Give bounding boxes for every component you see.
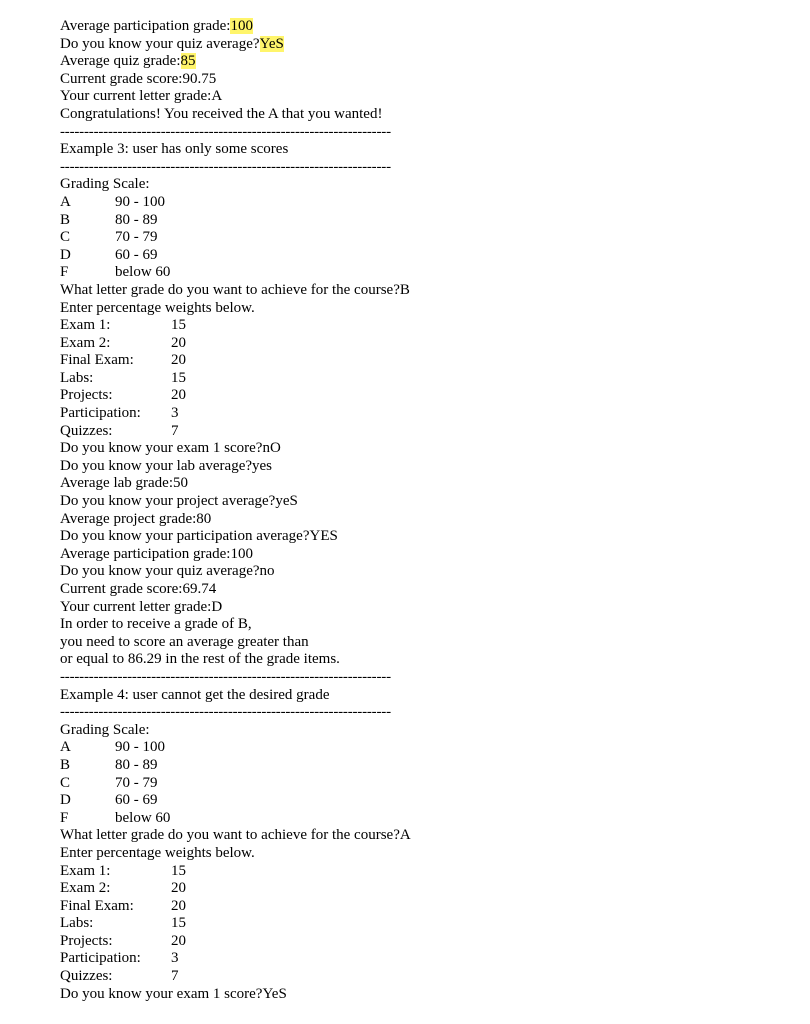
grade-row: F below 60 [60, 264, 171, 281]
participation-grade-line [60, 18, 420, 36]
quiz-question-line [60, 36, 420, 54]
separator: --------------------------------------------------------------------- [60, 704, 391, 721]
separator: --------------------------------------------------------------------- [60, 123, 391, 140]
letter-grade-line: Your current letter grade:A [60, 88, 223, 105]
grade-row: B 80 - 89 [60, 211, 158, 228]
weight-row: Participation: 3 [60, 950, 179, 967]
grade-row: D 60 - 69 [60, 792, 158, 809]
weight-row: Final Exam: 20 [60, 352, 186, 369]
weight-row: Exam 2: 20 [60, 334, 186, 351]
grade-row: F below 60 [60, 809, 171, 826]
example3-title: Example 3: user has only some scores [60, 141, 289, 158]
weight-row: Projects: 20 [60, 387, 186, 404]
current-score-line: Current grade score:90.75 [60, 70, 217, 87]
output-line: you need to score an average greater than [60, 633, 309, 650]
grade-row: C 70 - 79 [60, 229, 158, 246]
output-line: Do you know your exam 1 score?YeS [60, 985, 287, 1002]
weight-row: Participation: 3 [60, 405, 179, 422]
participation-value-highlight: 100 [230, 18, 253, 34]
quiz-grade-line [60, 53, 420, 71]
weight-row: Quizzes: 7 [60, 968, 179, 985]
separator: --------------------------------------------------------------------- [60, 668, 391, 685]
output-line: Average lab grade:50 [60, 475, 188, 492]
quiz-answer-highlight: YeS [259, 35, 284, 52]
output-line: Your current letter grade:D [60, 598, 223, 615]
weight-row: Final Exam: 20 [60, 897, 186, 914]
quiz-prompt: Average quiz grade: [60, 53, 181, 70]
desired-grade-line: What letter grade do you want to achieve for the course?A [60, 827, 411, 844]
quiz-value-highlight: 85 [180, 53, 196, 70]
weight-row: Labs: 15 [60, 915, 186, 932]
grade-row: D 60 - 69 [60, 246, 158, 263]
weight-row: Exam 2: 20 [60, 880, 186, 897]
weights-prompt: Enter percentage weights below. [60, 299, 255, 316]
output-line: or equal to 86.29 in the rest of the grade items. [60, 651, 340, 668]
output-line: Do you know your quiz average?no [60, 563, 275, 580]
weight-row: Exam 1: 15 [60, 862, 186, 879]
grading-scale-title: Grading Scale: [60, 176, 150, 193]
grade-row: B 80 - 89 [60, 756, 158, 773]
output-line: Current grade score:69.74 [60, 581, 217, 597]
weights-prompt: Enter percentage weights below. [60, 844, 255, 861]
output-line: Average project grade:80 [60, 510, 212, 527]
example4-title: Example 4: user cannot get the desired grade [60, 686, 330, 703]
weight-row: Projects: 20 [60, 932, 186, 949]
output-line: Do you know your project average?yeS [60, 493, 298, 510]
weight-row: Quizzes: 7 [60, 422, 179, 439]
grade-row: A 90 - 100 [60, 193, 165, 210]
quiz-question: Do you know your quiz average? [60, 35, 260, 52]
document [60, 18, 420, 1003]
separator: --------------------------------------------------------------------- [60, 158, 391, 175]
output-line: Do you know your lab average?yes [60, 457, 273, 474]
weight-row: Exam 1: 15 [60, 317, 186, 334]
output-line: Do you know your exam 1 score?nO [60, 440, 281, 457]
congrats-line: Congratulations! You received the A that you wanted! [60, 105, 383, 122]
output-line: Do you know your participation average?YES [60, 528, 338, 545]
desired-grade-line: What letter grade do you want to achieve for the course?B [60, 281, 410, 298]
weight-row: Labs: 15 [60, 369, 186, 386]
grade-row: C 70 - 79 [60, 774, 158, 791]
output-line: Average participation grade:100 [60, 545, 253, 562]
participation-prompt: Average participation grade: [60, 18, 231, 34]
grade-row: A 90 - 100 [60, 739, 165, 756]
grading-scale-title: Grading Scale: [60, 721, 150, 738]
output-line: In order to receive a grade of B, [60, 616, 252, 633]
